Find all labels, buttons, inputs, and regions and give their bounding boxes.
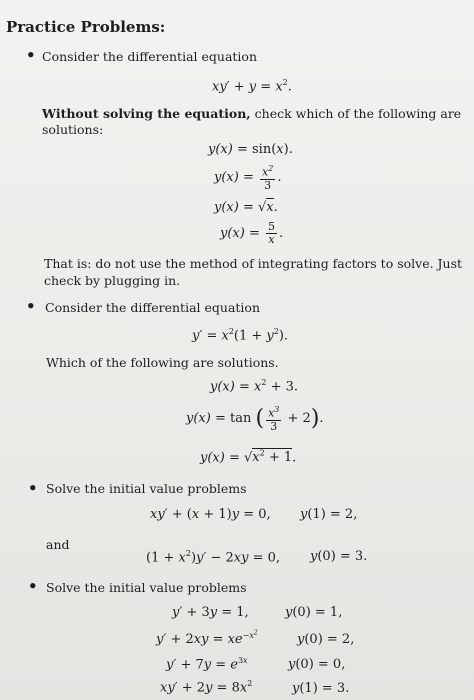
p1-note: That is: do not use the method of integrating factors to solve. Just check by plugging in. [44,256,463,288]
p1-equation: $xy' + y = x^2$. [212,78,292,95]
bullet-1: • [26,46,36,64]
p1-instruction [42,106,461,121]
p3-eq2: $(1 + x^2)y' - 2xy = 0$, [146,549,280,566]
p4-ic2: y(0) = 2, [297,632,355,647]
p1-candidate-3: y(x) = √x. [214,200,278,215]
p2-intro: Consider the differential equation [45,300,260,315]
p3-ic2: y(0) = 3. [310,549,368,564]
p1-instruction-line2: solutions: [42,122,104,137]
p4-ic3: y(0) = 0, [288,657,346,672]
p4-ic4: y(1) = 3. [292,681,350,696]
p2-candidate-2: y(x) = tan ( $\frac{x^3}{3}$ + 2). [186,405,324,433]
p1-candidate-1: y(x) = sin(x). [208,142,293,157]
p2-candidate-1: $y(x) = x^2 + 3$. [210,378,298,395]
p1-candidate-2: y(x) = $\frac{x^2}{3}$ . [214,164,282,192]
p4-ic1: y(0) = 1, [285,605,343,620]
p3-and: and [46,537,70,552]
p2-candidate-3: $y(x) = √x^2 + 1$. [200,449,297,466]
p4-eq4: $xy' + 2y = 8x^2$ [160,679,253,696]
p2-equation: $y' = x^2(1 + y^2)$. [192,327,289,344]
p4-eq1: y′ + 3y = 1, [172,605,249,620]
p1-intro: Consider the differential equation [42,49,257,64]
p4-intro: Solve the initial value problems [46,580,247,595]
p4-eq3: $y' + 7y = e^{3x}$ [166,656,248,673]
bullet-4: • [28,577,38,595]
bullet-3: • [28,479,38,497]
p4-eq2: $y' + 2xy = xe^{-x^2}$ [156,629,258,647]
bullet-2: • [26,297,36,315]
p3-eq1: xy′ + (x + 1)y = 0, [150,507,271,522]
p3-ic1: y(1) = 2, [300,507,358,522]
p2-question: Which of the following are solutions. [46,355,279,370]
page-title: Practice Problems: [6,18,166,36]
p1-instruction-bold: Without solving the equation, [42,106,251,121]
p3-intro: Solve the initial value problems [46,481,247,496]
p1-candidate-4: y(x) = $\frac{5}{x}$ . [220,220,284,246]
p1-instruction-rest: check which of the following are [254,106,462,121]
